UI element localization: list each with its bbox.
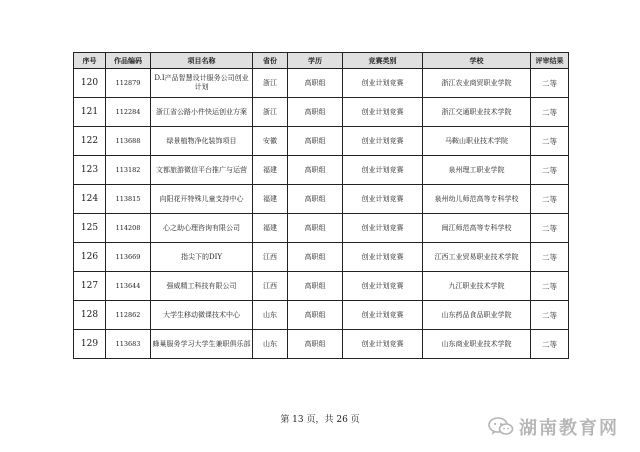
category-cell: 创业计划竞赛 <box>343 330 423 359</box>
seq-cell: 129 <box>74 330 106 359</box>
header-cell: 项目名称 <box>151 53 253 69</box>
code-cell: 114208 <box>106 214 151 243</box>
code-cell: 113815 <box>106 185 151 214</box>
education-cell: 高职组 <box>288 69 343 98</box>
code-cell: 112879 <box>106 69 151 98</box>
project-name-cell: 心之助心理咨询有限公司 <box>151 214 253 243</box>
code-cell: 112284 <box>106 98 151 127</box>
table-row <box>74 98 569 127</box>
table-row <box>74 272 569 301</box>
province-cell: 安徽 <box>253 127 288 156</box>
education-cell: 高职组 <box>288 185 343 214</box>
code-cell: 113669 <box>106 243 151 272</box>
award-cell: 二等 <box>531 127 569 156</box>
province-cell: 山东 <box>253 330 288 359</box>
seq-cell: 120 <box>74 69 106 98</box>
code-cell: 113644 <box>106 272 151 301</box>
award-cell: 二等 <box>531 301 569 330</box>
seq-cell: 127 <box>74 272 106 301</box>
award-cell: 二等 <box>531 185 569 214</box>
category-cell: 创业计划竞赛 <box>343 98 423 127</box>
table-row <box>74 214 569 243</box>
project-name-cell: D.I产品智慧设计服务公司创业计划 <box>151 69 253 98</box>
province-cell: 浙江 <box>253 69 288 98</box>
province-cell: 江西 <box>253 243 288 272</box>
school-cell: 山东药品食品职业学院 <box>423 301 531 330</box>
education-cell: 高职组 <box>288 98 343 127</box>
category-cell: 创业计划竞赛 <box>343 243 423 272</box>
seq-cell: 123 <box>74 156 106 185</box>
province-cell: 浙江 <box>253 98 288 127</box>
project-name-cell: 蜂巢服务学习大学生兼职俱乐部 <box>151 330 253 359</box>
school-cell: 泉州理工职业学院 <box>423 156 531 185</box>
award-cell: 二等 <box>531 69 569 98</box>
code-cell: 112862 <box>106 301 151 330</box>
education-cell: 高职组 <box>288 243 343 272</box>
education-cell: 高职组 <box>288 330 343 359</box>
category-cell: 创业计划竞赛 <box>343 156 423 185</box>
education-cell: 高职组 <box>288 156 343 185</box>
school-cell: 闽江师范高等专科学校 <box>423 214 531 243</box>
code-cell: 113182 <box>106 156 151 185</box>
results-table <box>73 52 569 359</box>
award-cell: 二等 <box>531 98 569 127</box>
header-cell: 竞赛类别 <box>343 53 423 69</box>
school-cell: 九江职业技术学院 <box>423 272 531 301</box>
award-cell: 二等 <box>531 330 569 359</box>
watermark <box>488 416 619 438</box>
education-cell: 高职组 <box>288 272 343 301</box>
seq-cell: 128 <box>74 301 106 330</box>
header-cell: 省份 <box>253 53 288 69</box>
project-name-cell: 文都旅游微信平台推广与运营 <box>151 156 253 185</box>
table-row <box>74 185 569 214</box>
school-cell: 山东商业职业技术学院 <box>423 330 531 359</box>
award-cell: 二等 <box>531 156 569 185</box>
award-cell: 二等 <box>531 243 569 272</box>
watermark-text: 湖南教育网 <box>519 418 619 439</box>
table-row <box>74 243 569 272</box>
header-cell: 学校 <box>423 53 531 69</box>
province-cell: 山东 <box>253 301 288 330</box>
seq-cell: 122 <box>74 127 106 156</box>
project-name-cell: 向阳花开特殊儿童支持中心 <box>151 185 253 214</box>
award-cell: 二等 <box>531 272 569 301</box>
project-name-cell: 强威精工科技有限公司 <box>151 272 253 301</box>
table-row <box>74 301 569 330</box>
seq-cell: 125 <box>74 214 106 243</box>
project-name-cell: 大学生移动微课技术中心 <box>151 301 253 330</box>
project-name-cell: 指尖下的DIY <box>151 243 253 272</box>
category-cell: 创业计划竞赛 <box>343 185 423 214</box>
school-cell: 浙江农业商贸职业学院 <box>423 69 531 98</box>
page-number: 第 13 页，共 26 页 <box>280 415 360 425</box>
category-cell: 创业计划竞赛 <box>343 272 423 301</box>
code-cell: 113683 <box>106 330 151 359</box>
project-name-cell: 浙江省公路小件快运创业方案 <box>151 98 253 127</box>
project-name-cell: 绿景植物净化装饰项目 <box>151 127 253 156</box>
header-cell: 学历 <box>288 53 343 69</box>
table-row <box>74 156 569 185</box>
code-cell: 113688 <box>106 127 151 156</box>
school-cell: 泉州幼儿师范高等专科学校 <box>423 185 531 214</box>
seq-cell: 121 <box>74 98 106 127</box>
wechat-icon <box>488 417 514 437</box>
category-cell: 创业计划竞赛 <box>343 301 423 330</box>
header-cell: 作品编码 <box>106 53 151 69</box>
category-cell: 创业计划竞赛 <box>343 69 423 98</box>
category-cell: 创业计划竞赛 <box>343 214 423 243</box>
education-cell: 高职组 <box>288 127 343 156</box>
header-cell: 评审结果 <box>531 53 569 69</box>
province-cell: 福建 <box>253 185 288 214</box>
education-cell: 高职组 <box>288 301 343 330</box>
table-row <box>74 69 569 98</box>
table-row <box>74 330 569 359</box>
award-cell: 二等 <box>531 214 569 243</box>
school-cell: 江西工业贸易职业技术学院 <box>423 243 531 272</box>
education-cell: 高职组 <box>288 214 343 243</box>
seq-cell: 126 <box>74 243 106 272</box>
school-cell: 马鞍山职业技术学院 <box>423 127 531 156</box>
seq-cell: 124 <box>74 185 106 214</box>
province-cell: 福建 <box>253 156 288 185</box>
table-row <box>74 127 569 156</box>
province-cell: 福建 <box>253 214 288 243</box>
school-cell: 浙江交通职业技术学院 <box>423 98 531 127</box>
table-header-row <box>74 53 569 69</box>
province-cell: 江西 <box>253 272 288 301</box>
header-cell: 序号 <box>74 53 106 69</box>
category-cell: 创业计划竞赛 <box>343 127 423 156</box>
